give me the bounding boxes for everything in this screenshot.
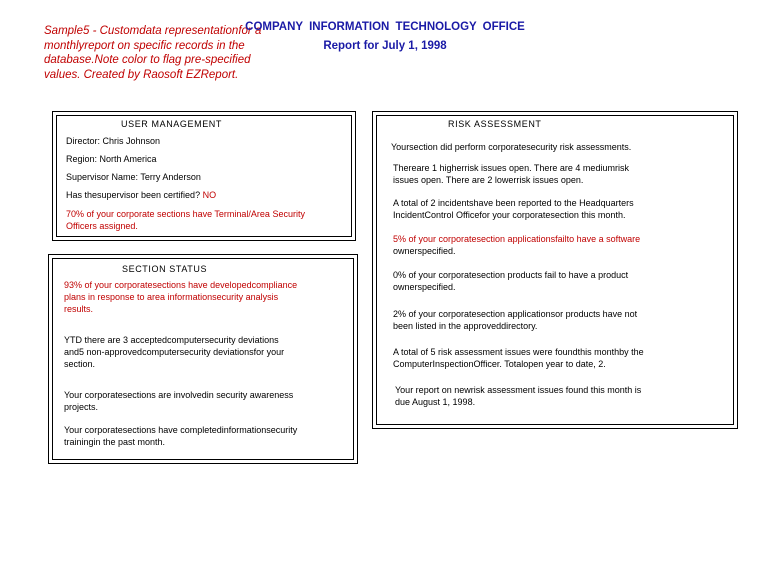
- risk-p4-line-1: 5% of your corporatesection applicationsfailto have a software: [393, 234, 641, 244]
- region-line: Region: North America: [66, 154, 157, 164]
- sample-note: Sample5 - Customdata representationfor a monthlyreport on specific records in the database.Note color to flag pre-specified values. Created by Raosoft EZReport.: [44, 25, 262, 81]
- director-line: Director: Chris Johnson: [66, 136, 161, 146]
- risk-p1: Yoursection did perform corporatesecurity risk assessments.: [391, 142, 632, 152]
- compliance-line-3: results.: [64, 304, 94, 314]
- risk-p6-line-2: been listed in the approveddirectory.: [393, 321, 538, 331]
- risk-p2-line-1: Thereare 1 higherrisk issues open. There are 4 mediumrisk: [393, 163, 629, 173]
- risk-p6-line-1: 2% of your corporatesection applicationsor products have not: [393, 309, 638, 319]
- certified-value: NO: [202, 190, 217, 200]
- training-line-2: trainingin the past month.: [64, 437, 166, 447]
- risk-p3-line-1: A total of 2 incidentshave been reported to the Headquarters: [393, 198, 634, 208]
- risk-p7-line-1: A total of 5 risk assessment issues were foundthis monthby the: [393, 347, 644, 357]
- officers-line-2: Officers assigned.: [66, 221, 138, 231]
- section-status-heading: SECTION STATUS: [122, 264, 208, 274]
- risk-p7-line-2: ComputerInspectionOfficer. Totalopen year to date, 2.: [393, 359, 606, 369]
- risk-p2-line-2: issues open. There are 2 lowerrisk issues open.: [393, 175, 584, 185]
- risk-p5-line-1: 0% of your corporatesection products fail to have a product: [393, 270, 629, 280]
- supervisor-line: Supervisor Name: Terry Anderson: [66, 172, 201, 182]
- risk-p3-line-2: IncidentControl Officefor your corporatesection this month.: [393, 210, 626, 220]
- report-title: COMPANY INFORMATION TECHNOLOGY OFFICE: [245, 21, 525, 33]
- deviations-line-2: and5 non-approvedcomputersecurity deviationsfor your: [64, 347, 285, 357]
- deviations-line-3: section.: [64, 359, 96, 369]
- deviations-line-1: YTD there are 3 acceptedcomputersecurity deviations: [64, 335, 279, 345]
- risk-p5-line-2: ownerspecified.: [393, 282, 456, 292]
- risk-p4-line-2: ownerspecified.: [393, 246, 456, 256]
- compliance-line-1: 93% of your corporatesections have developedcompliance: [64, 280, 298, 290]
- user-management-heading: USER MANAGEMENT: [121, 119, 223, 129]
- awareness-line-2: projects.: [64, 402, 99, 412]
- certified-line: [66, 190, 216, 202]
- risk-p8-line-2: due August 1, 1998.: [395, 397, 476, 407]
- report-subtitle: Report for July 1, 1998: [323, 40, 447, 52]
- compliance-line-2: plans in response to area informationsecurity analysis: [64, 292, 279, 302]
- risk-p8-line-1: Your report on newrisk assessment issues found this month is: [395, 385, 642, 395]
- certified-label: Has thesupervisor been certified?: [66, 190, 201, 200]
- training-line-1: Your corporatesections have completedinformationsecurity: [64, 425, 298, 435]
- risk-assessment-heading: RISK ASSESSMENT: [448, 119, 542, 129]
- awareness-line-1: Your corporatesections are involvedin security awareness: [64, 390, 294, 400]
- officers-line-1: 70% of your corporate sections have Terminal/Area Security: [66, 209, 305, 219]
